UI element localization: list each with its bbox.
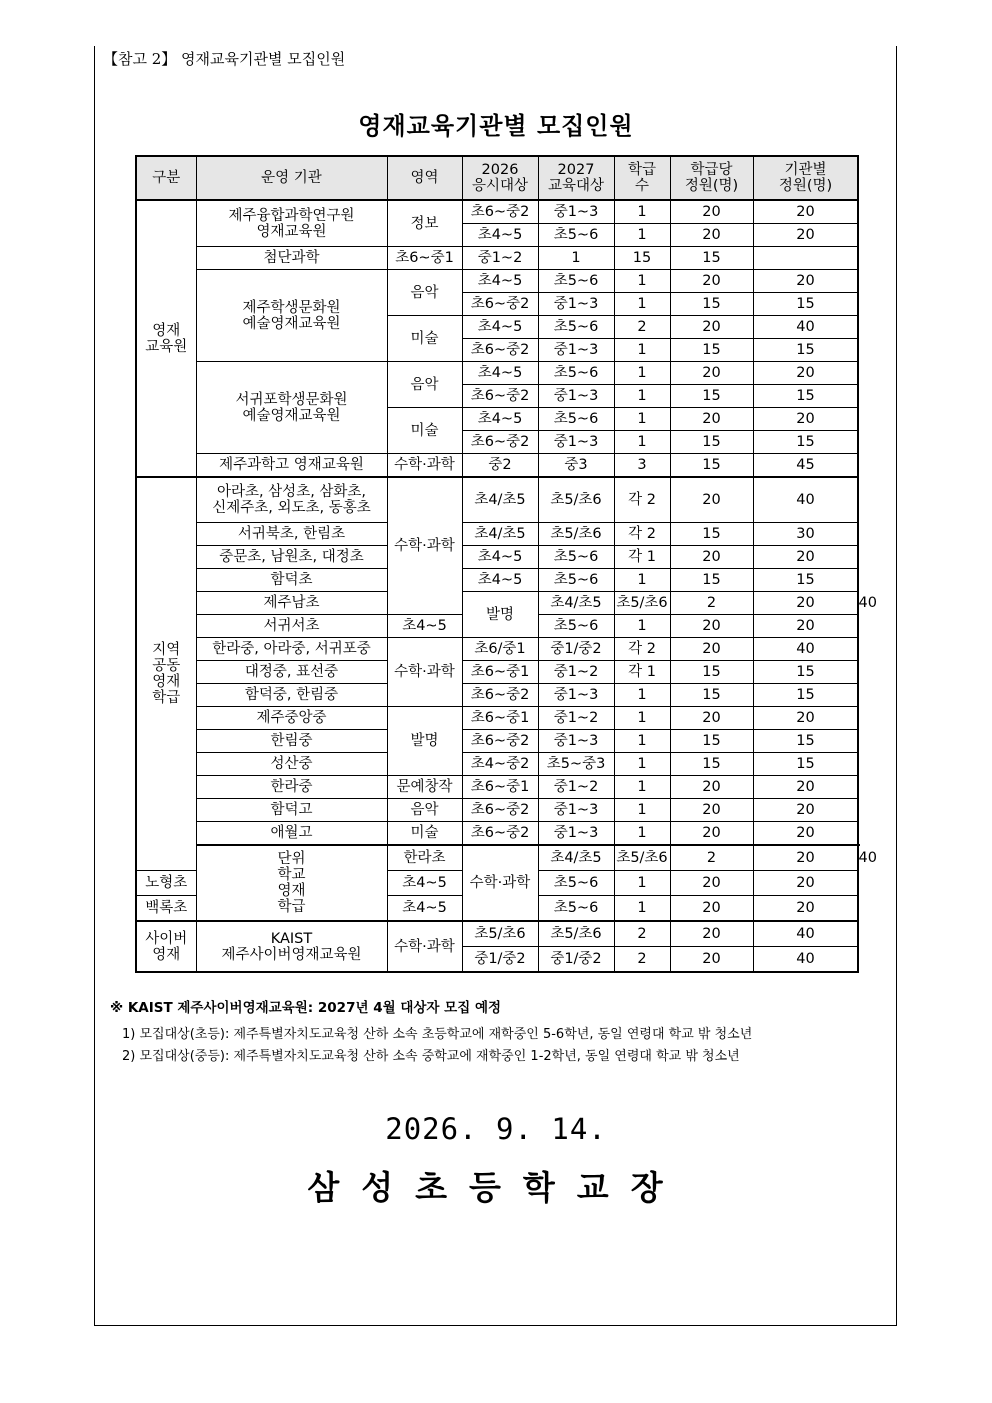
area-cell: 발명 <box>387 707 462 776</box>
total-cell: 40 <box>753 947 858 973</box>
institution-cell: 한라중 <box>196 776 387 799</box>
institution-cell: 애월고 <box>196 822 387 846</box>
target-2026-cell: 초6~중2 <box>462 730 538 753</box>
target-2027-cell: 초5~6 <box>538 546 614 569</box>
reference-label: 【참고 2】 영재교육기관별 모집인원 <box>103 50 346 68</box>
table-row <box>136 753 858 776</box>
note-item: 1) 모집대상(초등): 제주특별자치도교육청 산하 소속 초등학교에 재학중인 5-6학년, 동일 연령대 학교 밖 청소년 <box>122 1027 753 1042</box>
total-cell: 20 <box>753 224 858 247</box>
per-class-cell: 20 <box>670 316 753 339</box>
class-count-cell: 1 <box>614 362 670 385</box>
class-count-cell: 각 2 <box>614 523 670 546</box>
target-2026-cell: 초6~중2 <box>462 293 538 316</box>
target-2027-cell: 중1~3 <box>538 431 614 454</box>
class-count-cell: 각 2 <box>614 638 670 661</box>
target-2027-cell: 중1~3 <box>538 200 614 224</box>
target-2026-cell: 초4~5 <box>462 270 538 293</box>
total-cell: 20 <box>753 200 858 224</box>
per-class-cell: 15 <box>670 339 753 362</box>
class-count-cell: 1 <box>614 707 670 730</box>
institution-cell: 함덕초 <box>196 569 387 592</box>
per-class-cell: 20 <box>670 615 753 638</box>
target-2026-cell: 초4~5 <box>462 362 538 385</box>
per-class-cell: 15 <box>670 661 753 684</box>
total-cell: 40 <box>753 477 858 523</box>
class-count-cell: 1 <box>614 684 670 707</box>
institution-cell: 제주학생문화원 예술영재교육원 <box>196 270 387 362</box>
target-2027-cell: 중1~2 <box>538 776 614 799</box>
target-2026-cell: 초6~중2 <box>462 822 538 846</box>
target-2026-cell: 초4~5 <box>387 615 462 638</box>
institution-cell: 백록초 <box>136 896 196 922</box>
total-cell: 20 <box>753 546 858 569</box>
class-count-cell: 2 <box>670 592 753 615</box>
institution-cell: 제주남초 <box>196 592 387 615</box>
class-count-cell: 1 <box>614 224 670 247</box>
per-class-cell: 15 <box>670 293 753 316</box>
area-cell: 미술 <box>387 408 462 454</box>
target-2026-cell: 초6/중1 <box>462 638 538 661</box>
class-count-cell: 1 <box>614 200 670 224</box>
total-cell: 15 <box>670 247 753 270</box>
institution-cell: 노형초 <box>136 871 196 896</box>
table-row <box>136 684 858 707</box>
total-cell: 40 <box>753 316 858 339</box>
institution-cell: 서귀북초, 한림초 <box>196 523 387 546</box>
class-count-cell: 1 <box>614 822 670 846</box>
target-2026-cell: 초4~5 <box>462 546 538 569</box>
per-class-cell: 20 <box>670 799 753 822</box>
target-2027-cell: 초5/초6 <box>614 592 670 615</box>
class-count-cell: 2 <box>614 921 670 947</box>
per-class-cell: 20 <box>670 776 753 799</box>
area-cell: 수학·과학 <box>387 477 462 615</box>
class-count-cell: 1 <box>614 776 670 799</box>
total-cell: 15 <box>753 569 858 592</box>
target-2026-cell: 초4/초5 <box>538 845 614 871</box>
institution-cell: 아라초, 삼성초, 삼화초, 신제주초, 외도초, 동홍초 <box>196 477 387 523</box>
table-row <box>136 200 858 224</box>
target-2026-cell: 초6~중2 <box>462 200 538 224</box>
table-row <box>136 921 858 947</box>
institution-cell: 중문초, 남원초, 대정초 <box>196 546 387 569</box>
institution-cell: 성산중 <box>196 753 387 776</box>
class-count-cell: 3 <box>614 454 670 478</box>
per-class-cell: 20 <box>670 546 753 569</box>
recruitment-table <box>135 155 877 973</box>
per-class-cell: 15 <box>670 523 753 546</box>
table-row: 단위 학교 영재 학급 한라초 수학·과학 초4/초5 초5/초6 2 20 40 <box>136 845 858 871</box>
class-count-cell: 1 <box>614 339 670 362</box>
area-cell: 미술 <box>387 316 462 362</box>
area-cell: 수학·과학 <box>387 921 462 972</box>
signature-line: 삼성초등학교장 <box>307 1168 685 1207</box>
institution-cell: 제주융합과학연구원 영재교육원 <box>196 200 387 247</box>
per-class-cell: 20 <box>670 362 753 385</box>
col-header: 기관별 정원(명) <box>753 156 858 200</box>
class-count-cell: 1 <box>614 896 670 922</box>
table-row <box>136 661 858 684</box>
total-cell: 15 <box>753 684 858 707</box>
per-class-cell: 20 <box>670 638 753 661</box>
total-cell: 15 <box>753 339 858 362</box>
col-header: 구분 <box>136 156 196 200</box>
category-cell: 영재 교육원 <box>136 200 196 477</box>
total-cell: 15 <box>753 753 858 776</box>
total-cell: 15 <box>753 385 858 408</box>
target-2027-cell: 중1~2 <box>462 247 538 270</box>
class-count-cell: 2 <box>614 947 670 973</box>
target-2026-cell: 초6~중2 <box>462 339 538 362</box>
per-class-cell: 20 <box>670 947 753 973</box>
total-cell: 20 <box>753 615 858 638</box>
total-cell: 45 <box>753 454 858 478</box>
institution-cell: 대정중, 표선중 <box>196 661 387 684</box>
target-2027-cell: 초5~중3 <box>538 753 614 776</box>
target-2026-cell: 초4~5 <box>462 408 538 431</box>
per-class-cell: 20 <box>670 477 753 523</box>
table-row <box>136 822 858 846</box>
category-cell: 사이버 영재 <box>136 921 196 972</box>
area-cell: 음악 <box>387 362 462 408</box>
target-2027-cell: 초5~6 <box>538 569 614 592</box>
category-cell: 지역 공동 영재 학급 <box>136 477 196 871</box>
institution-cell: 제주중앙중 <box>196 707 387 730</box>
target-2026-cell: 중1/중2 <box>462 947 538 973</box>
category-cell: 단위 학교 영재 학급 <box>196 845 387 921</box>
note-item: 2) 모집대상(중등): 제주특별자치도교육청 산하 소속 중학교에 재학중인 1-2학년, 동일 연령대 학교 밖 청소년 <box>122 1049 740 1064</box>
target-2027-cell: 중1~2 <box>538 707 614 730</box>
target-2026-cell: 초4~5 <box>462 224 538 247</box>
col-header: 2027 교육대상 <box>538 156 614 200</box>
col-header: 2026 응시대상 <box>462 156 538 200</box>
per-class-cell: 15 <box>670 684 753 707</box>
per-class-cell: 15 <box>670 431 753 454</box>
total-cell: 40 <box>753 921 858 947</box>
target-2026-cell: 초4~5 <box>462 569 538 592</box>
note-heading: ※ KAIST 제주사이버영재교육원: 2027년 4월 대상자 모집 예정 <box>110 1000 502 1016</box>
total-cell: 20 <box>753 707 858 730</box>
class-count-cell: 각 2 <box>614 477 670 523</box>
area-cell: 수학·과학 <box>387 638 462 707</box>
class-count-cell: 1 <box>614 753 670 776</box>
per-class-cell: 20 <box>753 592 858 615</box>
class-count-cell: 1 <box>614 385 670 408</box>
area-cell: 음악 <box>387 270 462 316</box>
table-row <box>136 270 858 293</box>
page-title: 영재교육기관별 모집인원 <box>358 111 634 140</box>
class-count-cell: 1 <box>538 247 614 270</box>
col-header: 영역 <box>387 156 462 200</box>
institution-cell: 한림중 <box>196 730 387 753</box>
target-2026-cell: 초5/초6 <box>462 921 538 947</box>
target-2027-cell: 초5~6 <box>538 316 614 339</box>
table-row <box>136 523 858 546</box>
total-cell: 15 <box>753 431 858 454</box>
target-2027-cell: 중1~3 <box>538 684 614 707</box>
target-2027-cell: 중3 <box>538 454 614 478</box>
institution-cell: 서귀포학생문화원 예술영재교육원 <box>196 362 387 454</box>
target-2027-cell: 초5/초6 <box>538 921 614 947</box>
target-2026-cell: 초6~중1 <box>462 776 538 799</box>
table-row <box>136 569 858 592</box>
total-cell: 15 <box>753 293 858 316</box>
target-2027-cell: 중1/중2 <box>538 947 614 973</box>
area-cell: 정보 <box>387 200 462 247</box>
total-cell: 20 <box>753 362 858 385</box>
area-cell: 음악 <box>387 799 462 822</box>
class-count-cell: 각 1 <box>614 661 670 684</box>
table-row <box>136 362 858 385</box>
institution-cell: 함덕중, 한림중 <box>196 684 387 707</box>
target-2026-cell: 초6~중2 <box>462 799 538 822</box>
per-class-cell: 15 <box>670 385 753 408</box>
class-count-cell: 1 <box>614 408 670 431</box>
target-2026-cell: 초6~중2 <box>462 684 538 707</box>
table-row <box>136 638 858 661</box>
target-2027-cell: 초5~6 <box>538 270 614 293</box>
target-2027-cell: 중1~2 <box>538 661 614 684</box>
institution-cell: 제주과학고 영재교육원 <box>196 454 387 478</box>
target-2026-cell: 초6~중2 <box>462 431 538 454</box>
target-2026-cell: 중2 <box>462 454 538 478</box>
total-cell: 20 <box>753 896 858 922</box>
per-class-cell: 20 <box>753 845 858 871</box>
area-cell: 수학·과학 <box>462 845 538 921</box>
area-cell: 발명 <box>462 592 538 638</box>
class-count-cell: 각 1 <box>614 546 670 569</box>
col-header: 학급당 정원(명) <box>670 156 753 200</box>
per-class-cell: 15 <box>670 454 753 478</box>
per-class-cell: 15 <box>670 730 753 753</box>
target-2026-cell: 초6~중1 <box>387 247 462 270</box>
table-row <box>136 799 858 822</box>
area-cell: 첨단과학 <box>196 247 387 270</box>
per-class-cell: 20 <box>670 822 753 846</box>
target-2027-cell: 초5~6 <box>538 224 614 247</box>
target-2026-cell: 초4/초5 <box>462 477 538 523</box>
target-2026-cell: 초6~중1 <box>462 707 538 730</box>
class-count-cell: 2 <box>614 316 670 339</box>
total-cell: 20 <box>753 822 858 846</box>
target-2026-cell: 초4~5 <box>387 896 462 922</box>
class-count-cell: 1 <box>614 871 670 896</box>
target-2027-cell: 초5/초6 <box>538 477 614 523</box>
per-class-cell: 20 <box>670 707 753 730</box>
target-2026-cell: 초4/초5 <box>538 592 614 615</box>
table-row <box>136 247 858 270</box>
per-class-cell: 15 <box>670 753 753 776</box>
target-2026-cell: 초4~5 <box>462 316 538 339</box>
table-header-row <box>136 156 858 200</box>
class-count-cell: 2 <box>670 845 753 871</box>
per-class-cell: 20 <box>670 896 753 922</box>
per-class-cell: 15 <box>614 247 670 270</box>
total-cell: 20 <box>753 270 858 293</box>
total-cell: 20 <box>753 408 858 431</box>
total-cell: 30 <box>753 523 858 546</box>
target-2027-cell: 중1~3 <box>538 339 614 362</box>
table-row <box>136 477 858 523</box>
col-header: 학급 수 <box>614 156 670 200</box>
per-class-cell: 20 <box>670 270 753 293</box>
table-row: 제주남초 발명 초4/초5 초5/초6 2 20 40 <box>136 592 858 615</box>
per-class-cell: 20 <box>670 408 753 431</box>
target-2026-cell: 초6~중1 <box>462 661 538 684</box>
area-cell: 문예창작 <box>387 776 462 799</box>
target-2027-cell: 중1~3 <box>538 822 614 846</box>
document-date: 2026. 9. 14. <box>385 1112 607 1146</box>
target-2027-cell: 중1~3 <box>538 730 614 753</box>
class-count-cell: 1 <box>614 569 670 592</box>
table-row <box>136 707 858 730</box>
class-count-cell: 1 <box>614 615 670 638</box>
per-class-cell: 20 <box>670 921 753 947</box>
target-2027-cell: 중1~3 <box>538 799 614 822</box>
table-row <box>136 546 858 569</box>
per-class-cell: 20 <box>670 871 753 896</box>
institution-cell: 한라중, 아라중, 서귀포중 <box>196 638 387 661</box>
target-2026-cell: 초6~중2 <box>462 385 538 408</box>
per-class-cell: 20 <box>670 224 753 247</box>
area-cell: 미술 <box>387 822 462 846</box>
target-2027-cell: 초5~6 <box>538 362 614 385</box>
col-header: 운영 기관 <box>196 156 387 200</box>
class-count-cell: 1 <box>614 293 670 316</box>
target-2027-cell: 초5/초6 <box>614 845 670 871</box>
target-2026-cell: 초4~중2 <box>462 753 538 776</box>
total-cell: 20 <box>753 799 858 822</box>
target-2027-cell: 중1~3 <box>538 385 614 408</box>
total-cell: 40 <box>753 638 858 661</box>
class-count-cell: 1 <box>614 431 670 454</box>
target-2026-cell: 초4~5 <box>387 871 462 896</box>
per-class-cell: 15 <box>670 569 753 592</box>
area-cell: 수학·과학 <box>387 454 462 478</box>
table-row <box>136 730 858 753</box>
total-cell: 20 <box>753 871 858 896</box>
institution-cell: 함덕고 <box>196 799 387 822</box>
target-2027-cell: 초5~6 <box>538 615 614 638</box>
target-2027-cell: 중1~3 <box>538 293 614 316</box>
institution-cell: KAIST 제주사이버영재교육원 <box>196 921 387 972</box>
class-count-cell: 1 <box>614 730 670 753</box>
table-row <box>136 454 858 478</box>
target-2027-cell: 초5/초6 <box>538 523 614 546</box>
per-class-cell: 20 <box>670 200 753 224</box>
institution-cell: 한라초 <box>387 845 462 871</box>
target-2026-cell: 초4/초5 <box>462 523 538 546</box>
target-2027-cell: 중1/중2 <box>538 638 614 661</box>
target-2027-cell: 초5~6 <box>538 871 614 896</box>
class-count-cell: 1 <box>614 270 670 293</box>
class-count-cell: 1 <box>614 799 670 822</box>
total-cell: 20 <box>753 776 858 799</box>
total-cell: 15 <box>753 661 858 684</box>
target-2027-cell: 초5~6 <box>538 408 614 431</box>
institution-cell: 서귀서초 <box>196 615 387 638</box>
table-row <box>136 776 858 799</box>
total-cell: 15 <box>753 730 858 753</box>
target-2027-cell: 초5~6 <box>538 896 614 922</box>
